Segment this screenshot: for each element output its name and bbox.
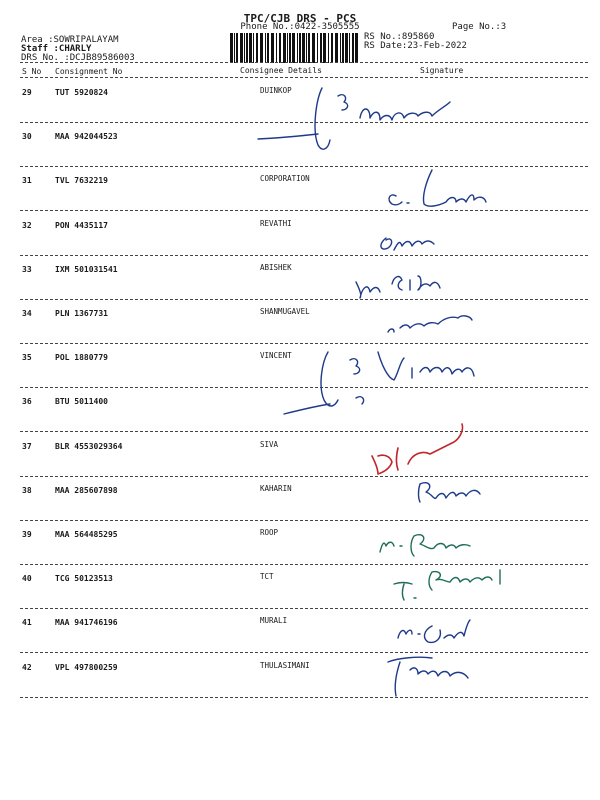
- row-serial-number: 39: [22, 530, 32, 539]
- row-consignment-number: BTU 5011400: [55, 397, 108, 407]
- barcode-bar: [244, 33, 245, 63]
- barcode-bar: [342, 33, 344, 63]
- barcode-bar: [312, 33, 315, 63]
- document-title: TPC/CJB DRS - PCS: [243, 12, 357, 25]
- row-consignment-number: TCG 50123513: [55, 574, 113, 584]
- row-consignment-number: MAA 942044523: [55, 132, 118, 142]
- row-consignee-name: CORPORATION: [260, 174, 310, 184]
- row-divider: [20, 564, 588, 565]
- row-consignee-name: ABISHEK: [260, 262, 292, 272]
- barcode-bar: [276, 33, 277, 63]
- barcode-bar: [317, 33, 318, 63]
- barcode-bar: [256, 33, 258, 63]
- row-divider: [20, 697, 588, 698]
- row-consignment-number: PLN 1367731: [55, 309, 108, 318]
- col-header-sno: S No: [22, 67, 42, 76]
- barcode-bar: [345, 33, 348, 63]
- barcode-bar: [246, 33, 248, 63]
- row-consignment-number: MAA 285607898: [55, 485, 118, 495]
- barcode-bar: [289, 33, 291, 63]
- column-header-divider: [20, 77, 588, 78]
- barcode-bar: [331, 33, 333, 63]
- row-consignment-number: MAA 941746196: [55, 618, 118, 628]
- barcode-bar: [230, 33, 233, 63]
- barcode-bar: [323, 33, 326, 63]
- row-serial-number: 42: [22, 662, 32, 672]
- col-header-signature: Signature: [420, 66, 464, 75]
- row-serial-number: 41: [22, 618, 32, 628]
- barcode-bar: [287, 33, 288, 63]
- row-divider: [20, 431, 588, 432]
- barcode-bar: [283, 33, 286, 63]
- row-divider: [20, 520, 588, 521]
- row-divider: [20, 299, 588, 300]
- barcode-bar: [340, 33, 341, 63]
- row-consignment-number: TUT 5920824: [55, 88, 108, 97]
- row-serial-number: 34: [22, 309, 32, 318]
- row-serial-number: 40: [22, 574, 32, 584]
- barcode-bar: [249, 33, 252, 63]
- row-consignee-name: SIVA: [260, 439, 279, 449]
- barcode-bar: [292, 33, 295, 63]
- row-serial-number: 31: [22, 176, 32, 186]
- row-consignment-number: VPL 497800259: [55, 662, 118, 672]
- row-consignee-name: SHANMUGAVEL: [260, 307, 310, 316]
- barcode-bar: [349, 33, 350, 63]
- barcode-bar: [308, 33, 310, 63]
- row-serial-number: 29: [22, 88, 32, 97]
- row-divider: [20, 122, 588, 123]
- barcode-bar: [234, 33, 235, 63]
- barcode-bar: [271, 33, 274, 63]
- barcode-bar: [279, 33, 281, 63]
- row-serial-number: 37: [22, 441, 32, 451]
- header-divider: [20, 62, 588, 63]
- barcode-bar: [302, 33, 305, 63]
- row-divider: [20, 652, 588, 653]
- row-divider: [20, 210, 588, 211]
- barcode-bar: [236, 33, 238, 63]
- col-header-consignee: Consignee Details: [240, 66, 322, 75]
- row-divider: [20, 166, 588, 167]
- barcode-bar: [306, 33, 307, 63]
- row-divider: [20, 255, 588, 256]
- row-consignee-name: DUINKOP: [260, 86, 292, 95]
- page-number: Page No.:3: [452, 22, 507, 32]
- row-consignee-name: REVATHI: [260, 218, 292, 228]
- row-consignment-number: POL 1880779: [55, 353, 108, 363]
- rs-number: RS No.:895860: [364, 32, 435, 42]
- barcode-bar: [328, 33, 329, 63]
- barcode-bar: [260, 33, 263, 63]
- barcode-bar: [265, 33, 266, 63]
- barcode-bar: [299, 33, 301, 63]
- row-consignee-name: THULASIMANI: [260, 660, 310, 670]
- staff-field: Staff :CHARLY: [21, 44, 92, 54]
- row-consignment-number: IXM 501031541: [55, 264, 118, 274]
- row-consignee-name: MURALI: [260, 616, 288, 626]
- row-consignee-name: KAHARIN: [260, 483, 292, 493]
- row-consignment-number: MAA 564485295: [55, 530, 118, 539]
- row-serial-number: 30: [22, 132, 32, 142]
- row-consignee-name: TCT: [260, 572, 274, 582]
- row-serial-number: 33: [22, 264, 32, 274]
- barcode-bar: [297, 33, 298, 63]
- barcode-bar: [253, 33, 254, 63]
- barcode-bar: [352, 33, 354, 63]
- row-consignment-number: TVL 7632219: [55, 176, 108, 186]
- row-divider: [20, 343, 588, 344]
- row-divider: [20, 387, 588, 388]
- drs-number: DRS No. :DCJB89586003: [21, 53, 135, 63]
- row-consignment-number: PON 4435117: [55, 220, 108, 230]
- row-consignee-name: VINCENT: [260, 351, 292, 361]
- row-divider: [20, 476, 588, 477]
- area-field: Area :SOWRIPALAYAM: [21, 35, 119, 45]
- barcode-bar: [320, 33, 322, 63]
- phone-number: Phone No.:0422-3505555: [240, 22, 360, 32]
- rs-date: RS Date:23-Feb-2022: [364, 41, 467, 51]
- row-divider: [20, 608, 588, 609]
- row-serial-number: 38: [22, 485, 32, 495]
- barcode-image: [230, 33, 358, 63]
- row-serial-number: 32: [22, 220, 32, 230]
- row-serial-number: 35: [22, 353, 32, 363]
- row-consignee-name: ROOP: [260, 528, 279, 537]
- barcode-bar: [335, 33, 338, 63]
- row-serial-number: 36: [22, 397, 32, 407]
- barcode-bar: [355, 33, 358, 63]
- signature-stroke: [315, 88, 330, 149]
- row-consignment-number: BLR 4553029364: [55, 441, 123, 451]
- col-header-consignment: Consignment No: [55, 67, 123, 76]
- barcode-bar: [267, 33, 269, 63]
- barcode-bar: [240, 33, 243, 63]
